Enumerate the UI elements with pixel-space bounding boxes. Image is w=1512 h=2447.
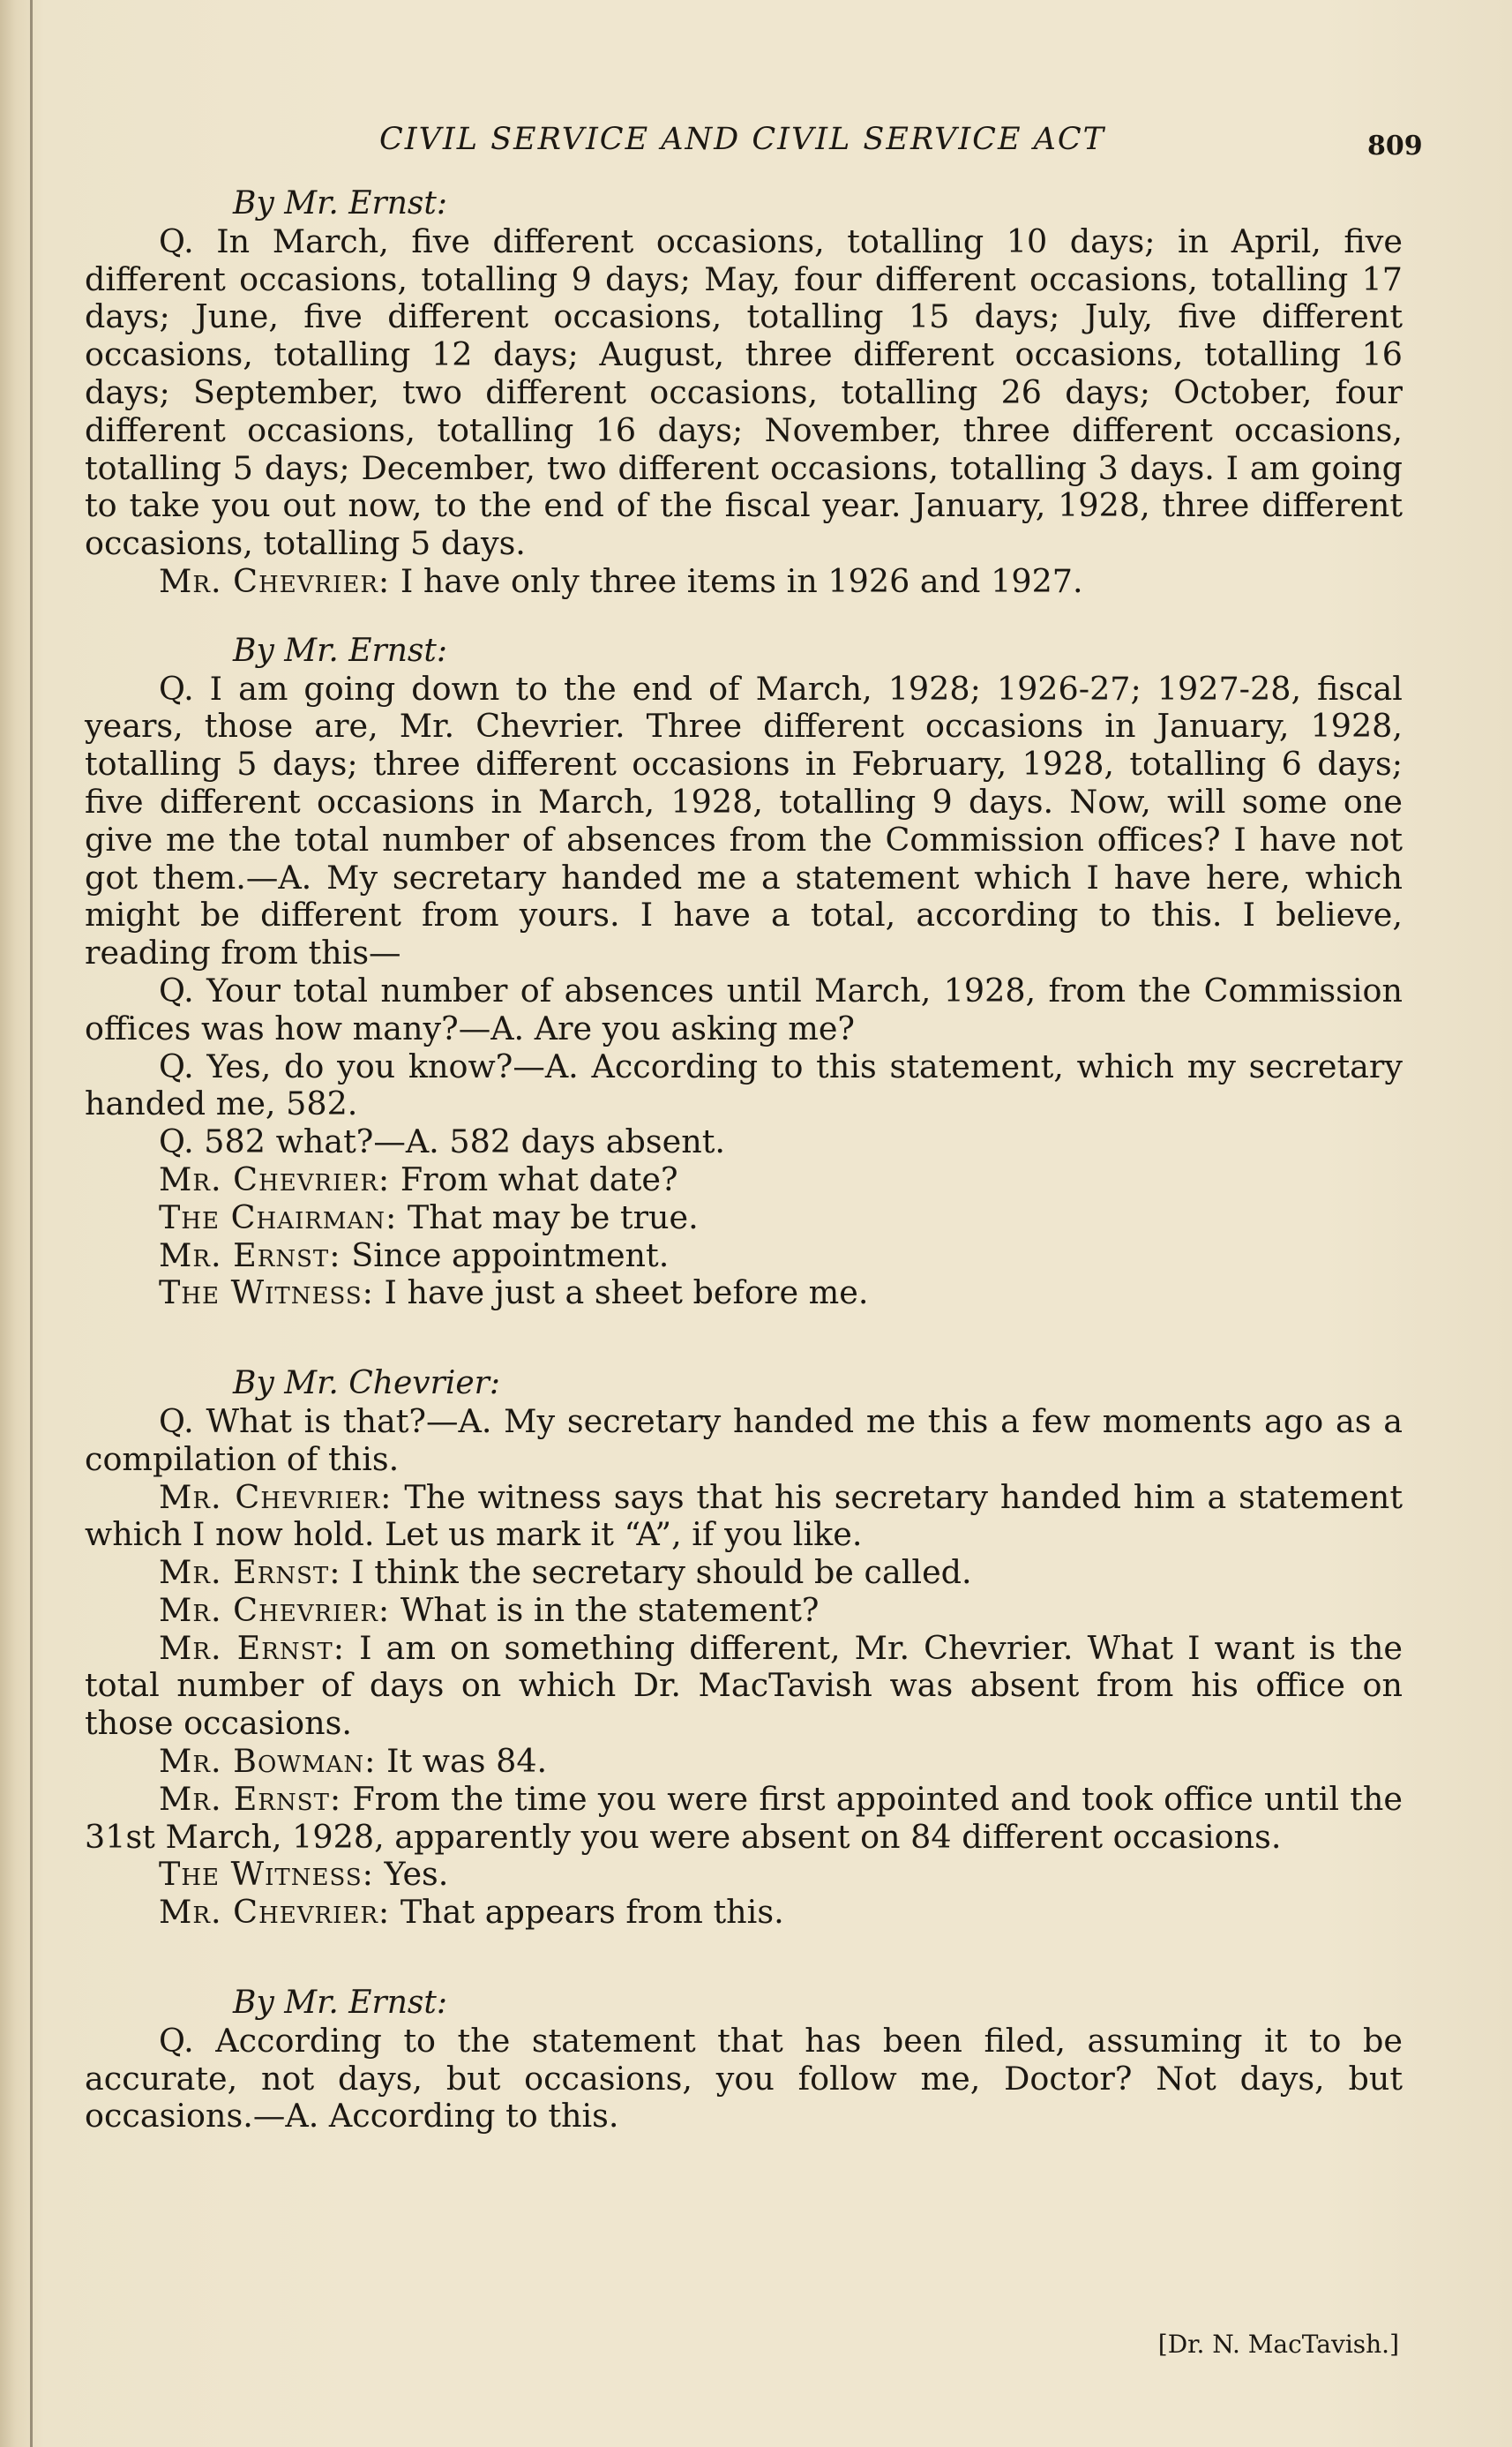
- speech: That may be true.: [407, 1197, 699, 1236]
- speech: What is in the statement?: [400, 1590, 820, 1629]
- speech: The witness says that his secretary handed him a statement which I now hold. Let us mark it “A”, if you like.: [85, 1477, 1403, 1554]
- examiner-heading: By Mr. Ernst:: [233, 1985, 447, 2022]
- paragraph: Q. What is that?—A. My secretary handed me this a few moments ago as a compilation of this.: [85, 1401, 1403, 1478]
- paragraph: Q. Your total number of absences until March, 1928, from the Commission offices was how many?—A. Are you asking me?: [85, 971, 1403, 1047]
- speaker: Mr. Ernst:: [159, 1553, 341, 1592]
- paragraph: [85, 1199, 1403, 1237]
- speech: That appears from this.: [400, 1893, 784, 1932]
- examiner-heading: By Mr. Ernst:: [233, 632, 447, 669]
- speaker: Mr. Chevrier:: [159, 1590, 391, 1629]
- spacer: [85, 601, 1403, 633]
- paragraph: Q. In March, five different occasions, totalling 10 days; in April, five different occasions, totalling 9 days; May, four different occasions, totalling 17 days; June, five different occasions, totalling 15 days; July, five different occasions, totalling 12 days; August, three different occasions, totalling 16 days; September, two different occasions, totalling 26 days; October, four different occasions, totalling 16 days; November, three different occasions, totalling 5 days; December, two different occasions, totalling 3 days. I am going to take you out now, to the end of the fiscal year. January, 1928, three different occasions, totalling 5 days.: [85, 221, 1403, 563]
- paragraph: Q. According to the statement that has been filed, assuming it to be accurate, not days, but occasions, you follow me, Doctor? Not days, but occasions.—A. According to this.: [85, 2021, 1403, 2135]
- paragraph: [85, 1554, 1403, 1592]
- body-text: [85, 185, 1403, 2135]
- paragraph: [85, 1592, 1403, 1630]
- speech: Since appointment.: [351, 1235, 670, 1274]
- speaker: Mr. Chevrier:: [159, 1477, 393, 1516]
- paragraph: [85, 1274, 1403, 1312]
- paragraph: [85, 1781, 1403, 1857]
- speech: I am on something different, Mr. Chevrier. What I want is the total number of days on which Dr. MacTavish was absent from his office on those occasions.: [85, 1628, 1403, 1743]
- speech: I think the secretary should be called.: [351, 1553, 972, 1592]
- speaker: The Witness:: [159, 1273, 374, 1312]
- speaker: Mr. Ernst:: [159, 1628, 346, 1667]
- speaker: Mr. Ernst:: [159, 1235, 341, 1274]
- paragraph: [85, 1161, 1403, 1199]
- examiner-heading: By Mr. Ernst:: [233, 185, 447, 221]
- paragraph: [85, 1237, 1403, 1275]
- spacer: [85, 1932, 1403, 1985]
- page-number: 809: [1367, 131, 1423, 161]
- paragraph: [85, 1894, 1403, 1932]
- paragraph: [85, 563, 1403, 601]
- spacer: [85, 1312, 1403, 1365]
- speaker: The Witness:: [159, 1855, 374, 1894]
- paragraph: [85, 1630, 1403, 1743]
- examiner-heading: By Mr. Chevrier:: [233, 1365, 500, 1402]
- speech: From what date?: [400, 1160, 678, 1198]
- speech: I have only three items in 1926 and 1927.: [400, 561, 1083, 600]
- binding-edge: [30, 0, 33, 2447]
- running-header: CIVIL SERVICE AND CIVIL SERVICE ACT: [379, 122, 1106, 157]
- paragraph: Q. Yes, do you know?—A. According to this statement, which my secretary handed me, 582.: [85, 1047, 1403, 1123]
- speech: From the time you were first appointed and took office until the 31st March, 1928, apparently you were absent on 84 different occasions.: [85, 1779, 1403, 1856]
- speaker: The Chairman:: [159, 1197, 398, 1236]
- paragraph: [85, 1856, 1403, 1894]
- speaker: Mr. Chevrier:: [159, 1893, 391, 1932]
- paragraph: Q. I am going down to the end of March, 1928; 1926-27; 1927-28, fiscal years, those are, Mr. Chevrier. Three different occasions in January, 1928, totalling 5 days; three different occasions in February, 1928, totalling 6 days; five different occasions in March, 1928, totalling 9 days. Now, will some one give me the total number of absences from the Commission offices? I have not got them.—A. My secretary handed me a statement which I have here, which might be different from yours. I have a total, according to this. I believe, reading from this—: [85, 669, 1403, 972]
- speech: Yes.: [384, 1855, 449, 1894]
- speaker-footer: [Dr. N. MacTavish.]: [1157, 2330, 1399, 2359]
- speaker: Mr. Chevrier:: [159, 1160, 391, 1198]
- paragraph: [85, 1479, 1403, 1555]
- speaker: Mr. Chevrier:: [159, 561, 391, 600]
- speaker: Mr. Ernst:: [159, 1779, 342, 1818]
- speech: I have just a sheet before me.: [384, 1273, 869, 1312]
- paragraph: [85, 1743, 1403, 1781]
- speech: It was 84.: [386, 1742, 548, 1781]
- paragraph: Q. 582 what?—A. 582 days absent.: [159, 1122, 725, 1161]
- speaker: Mr. Bowman:: [159, 1742, 377, 1781]
